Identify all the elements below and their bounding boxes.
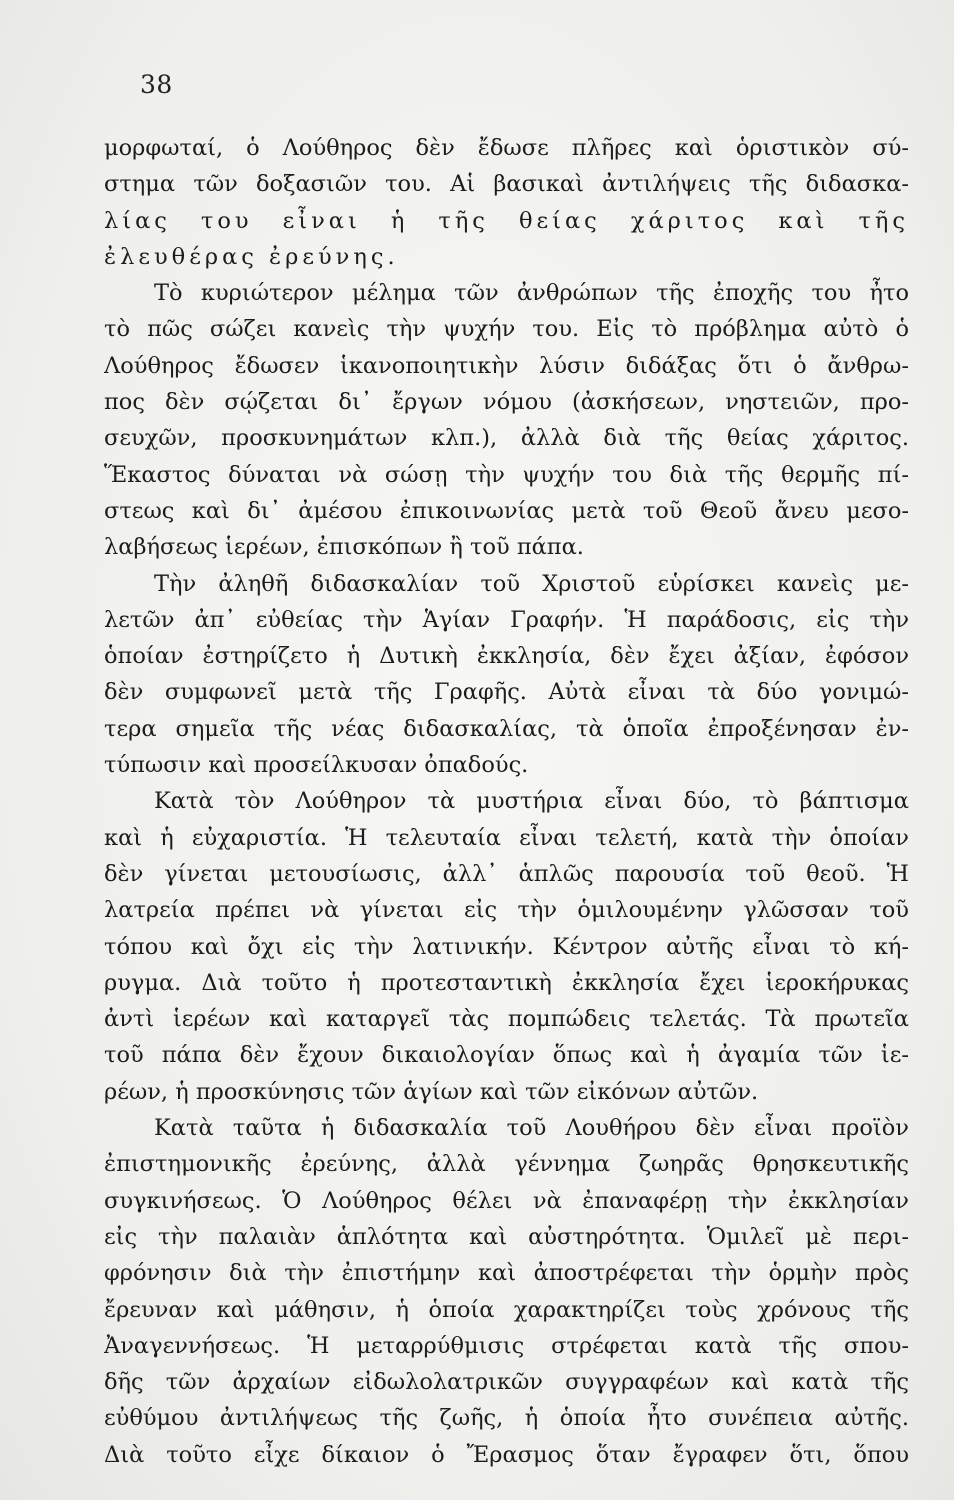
- text-line: καὶ ἡ εὐχαριστία. Ἡ τελευταία εἶναι τελετή, κατὰ τὴν ὁποίαν: [104, 824, 909, 851]
- page-number: 38: [140, 70, 173, 99]
- text-line: τερα σημεῖα τῆς νέας διδασκαλίας, τὰ ὁποῖα ἐπροξένησαν ἐν-: [104, 715, 909, 742]
- text-line: σευχῶν, προσκυνημάτων κλπ.), ἀλλὰ διὰ τῆς θείας χάριτος.: [104, 425, 909, 452]
- text-line: τοῦ πάπα δὲν ἔχουν δικαιολογίαν ὅπως καὶ ἡ ἀγαμία τῶν ἱε-: [104, 1042, 909, 1069]
- text-line: μορφωταί, ὁ Λούθηρος δὲν ἔδωσε πλῆρες καὶ ὁριστικὸν σύ-: [104, 135, 909, 161]
- text-line: τόπου καὶ ὄχι εἰς τὴν λατινικήν. Κέντρον αὐτῆς εἶναι τὸ κή-: [104, 933, 909, 960]
- text-line: στεως καὶ δι᾽ ἀμέσου ἐπικοινωνίας μετὰ τοῦ Θεοῦ ἄνευ μεσο-: [104, 497, 909, 524]
- text-line: τύπωσιν καὶ προσείλκυσαν ὀπαδούς.: [104, 752, 529, 779]
- text-line: ρέων, ἡ προσκύνησις τῶν ἁγίων καὶ τῶν εἰκόνων αὐτῶν.: [104, 1078, 759, 1105]
- text-line: ὁποίαν ἐστηρίζετο ἡ Δυτικὴ ἐκκλησία, δὲν ἔχει ἀξίαν, ἐφόσον: [104, 643, 909, 670]
- text-line: Λούθηρος ἔδωσεν ἱκανοποιητικὴν λύσιν διδάξας ὅτι ὁ ἄνθρω-: [104, 352, 909, 379]
- text-line: πος δὲν σῴζεται δι᾽ ἔργων νόμου (ἀσκήσεων, νηστειῶν, προ-: [104, 389, 909, 416]
- text-line: δὲν συμφωνεῖ μετὰ τῆς Γραφῆς. Αὐτὰ εἶναι τὰ δύο γονιμώ-: [104, 679, 909, 706]
- text-line: Διὰ τοῦτο εἶχε δίκαιον ὁ Ἔρασμος ὅταν ἔγραφεν ὅτι, ὅπου: [104, 1441, 909, 1468]
- text-line: συγκινήσεως. Ὁ Λούθηρος θέλει νὰ ἐπαναφέρῃ τὴν ἐκκλησίαν: [104, 1187, 909, 1214]
- text-line: εὐθύμου ἀντιλήψεως τῆς ζωῆς, ἡ ὁποία ἦτο συνέπεια αὐτῆς.: [104, 1405, 909, 1432]
- text-line: δὲν γίνεται μετουσίωσις, ἀλλ᾽ ἁπλῶς παρουσία τοῦ θεοῦ. Ἡ: [104, 860, 909, 887]
- text-line: λαβήσεως ἱερέων, ἐπισκόπων ἢ τοῦ πάπα.: [104, 534, 584, 561]
- text-line: ἔρευναν καὶ μάθησιν, ἡ ὁποία χαρακτηρίζει τοὺς χρόνους τῆς: [104, 1296, 909, 1323]
- text-line: ἀντὶ ἱερέων καὶ καταργεῖ τὰς πομπώδεις τελετάς. Τὰ πρωτεῖα: [104, 1006, 909, 1033]
- text-line: λατρεία πρέπει νὰ γίνεται εἰς τὴν ὁμιλουμένην γλῶσσαν τοῦ: [104, 897, 909, 924]
- text-line: φρόνησιν διὰ τὴν ἐπιστήμην καὶ ἀποστρέφεται τὴν ὁρμὴν πρὸς: [104, 1260, 909, 1287]
- text-line: Κατὰ τὸν Λούθηρον τὰ μυστήρια εἶναι δύο, τὸ βάπτισμα: [154, 788, 909, 815]
- text-line: εἰς τὴν παλαιὰν ἁπλότητα καὶ αὐστηρότητα. Ὁμιλεῖ μὲ περι-: [104, 1223, 909, 1250]
- text-line: Ἀναγεννήσεως. Ἡ μεταρρύθμισις στρέφεται κατὰ τῆς σπου-: [104, 1332, 909, 1359]
- text-line: λίας του εἶναι ἡ τῆς θείας χάριτος καὶ τῆς: [104, 207, 909, 234]
- text-line: Ἕκαστος δύναται νὰ σώσῃ τὴν ψυχήν του διὰ τῆς θερμῆς πί-: [104, 461, 909, 488]
- text-line: ρυγμα. Διὰ τοῦτο ἡ προτεσταντικὴ ἐκκλησία ἔχει ἱεροκήρυκας: [104, 969, 909, 996]
- text-line: Κατὰ ταῦτα ἡ διδασκαλία τοῦ Λουθήρου δὲν εἶναι προϊὸν: [154, 1115, 909, 1142]
- text-line: τὸ πῶς σώζει κανεὶς τὴν ψυχήν του. Εἰς τὸ πρόβλημα αὐτὸ ὁ: [104, 316, 909, 343]
- text-line: στημα τῶν δοξασιῶν του. Αἱ βασικαὶ ἀντιλήψεις τῆς διδασκα-: [104, 171, 909, 198]
- text-line: Τὴν ἀληθῆ διδασκαλίαν τοῦ Χριστοῦ εὑρίσκει κανεὶς με-: [154, 570, 909, 597]
- text-line: ἐλευθέρας ἐρεύνης.: [104, 243, 399, 270]
- text-line: λετῶν ἀπ᾽ εὐθείας τὴν Ἁγίαν Γραφήν. Ἡ παράδοσις, εἰς τὴν: [104, 606, 909, 633]
- text-line: Τὸ κυριώτερον μέλημα τῶν ἀνθρώπων τῆς ἐποχῆς του ἦτο: [154, 280, 909, 307]
- text-line: δῆς τῶν ἀρχαίων εἰδωλολατρικῶν συγγραφέων καὶ κατὰ τῆς: [104, 1369, 909, 1396]
- body-text: [104, 130, 909, 1473]
- text-line: ἐπιστημονικῆς ἐρεύνης, ἀλλὰ γέννημα ζωηρᾶς θρησκευτικῆς: [104, 1151, 909, 1178]
